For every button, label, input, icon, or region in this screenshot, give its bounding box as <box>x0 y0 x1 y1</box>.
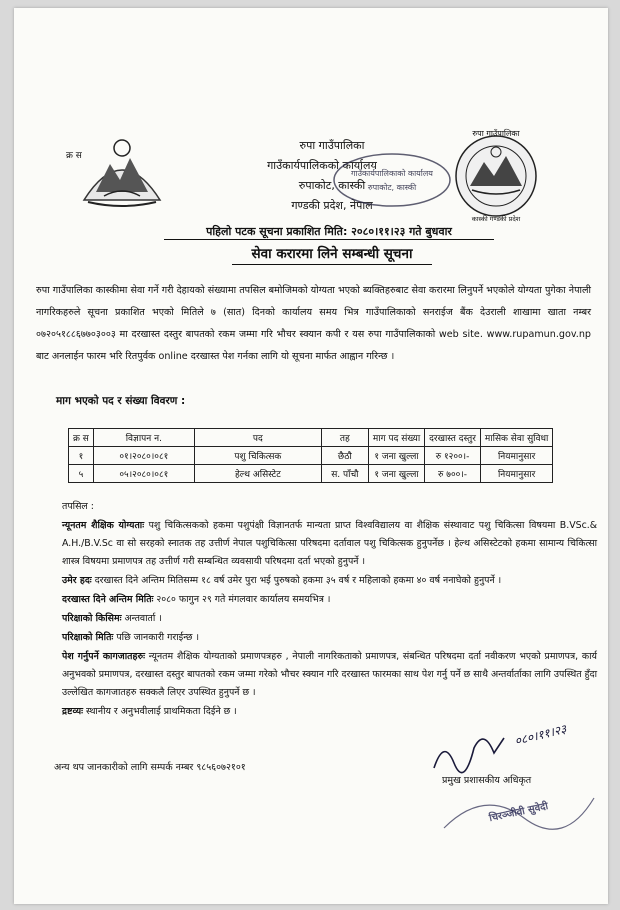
notes-heading: तपसिल : <box>62 501 94 512</box>
municipality-name: रुपा गाउँपालिका <box>299 139 365 152</box>
office-stamp <box>332 150 452 210</box>
remark-label: द्रष्टव्यः <box>62 706 83 717</box>
cell-level: छैठौ <box>321 447 368 465</box>
note-exam-type <box>62 610 597 628</box>
logo-top-text: रुपा गाउँपालिका <box>472 129 520 138</box>
exam-type-text: अन्तवार्ता । <box>124 613 162 624</box>
exam-date-label: परिक्षाको मितिः <box>62 632 114 643</box>
nepal-emblem-icon <box>74 130 170 210</box>
section-title: माग भएको पद र संख्या विवरण : <box>56 395 186 407</box>
posts-table <box>68 428 553 483</box>
remark-text: स्थानीय र अनुभवीलाई प्राथमिकता दिईने छ । <box>85 706 237 717</box>
note-exam-date <box>62 629 597 647</box>
notes-section <box>62 498 597 722</box>
cell-sn: १ <box>69 447 94 465</box>
documents-text: न्यूनतम शैक्षिक योग्यताको प्रमाणपत्रहरु , नेपाली नागरिकताको प्रमाणपत्र, संबन्धित परिषदमा दर्ता नवीकरण भएको प्रमाणपत्र, कार्य अनुभवको प्रमाणपत्र, दरखास्त दस्तुर बापतको रकम जम्मा गरेको भौचर स्क्यान गरि दरखास्त फारमका साथ पेश गर्नु पर्ने छ साथै अन्तर्वार्ताका लागि उपस्थित हुँदा उल्लेखित कागजातहरु सक्कलै लिएर उपस्थित हुनुपर्ने छ । <box>62 651 597 698</box>
office-address: रुपाकोट, कास्की <box>298 179 366 192</box>
notice-document <box>14 8 608 904</box>
contact-line: अन्य थप जानकारीको लागि सम्पर्क नम्बर ९८५६०७२१०१ <box>54 762 246 773</box>
publication-date-line: पहिलो पटक सूचना प्रकाशित मिति: २०८०।११।२३ गते बुधवार <box>164 224 494 240</box>
age-text: दरखास्त दिने अन्तिम मितिसम्म १८ वर्ष उमेर पुरा भई पुरुषको हकमा ३५ वर्ष र महिलाको हकमा ४० वर्ष ननाघेको हुनुपर्ने । <box>94 575 502 586</box>
cell-salary: नियमानुसार <box>480 465 552 483</box>
cell-ad-no: ०५।२०८०।०८१ <box>93 465 194 483</box>
cell-post: हेल्थ असिस्टेट <box>194 465 321 483</box>
cell-ad-no: ०१।२०८०।०८१ <box>93 447 194 465</box>
stamp-line1: गाउँकार्यपालिकाको कार्यालय <box>351 169 433 178</box>
deadline-text: २०८० फागुन २९ गते मंगलवार कार्यालय समयभित्र । <box>156 594 331 605</box>
table-row <box>69 465 553 483</box>
intro-paragraph: रुपा गाउँपालिका कास्कीमा सेवा गर्ने गरी देहायको संख्यामा तपसिल बमोजिमको योग्यता भएको ब्यक्तिहरुबाट सेवा करारमा लिनुपर्ने भएकोले योग्यता पुगेका नेपाली नागरिकहरुले सूचना प्रकाशित भएको मितिले ७ (सात) दिनको कार्यालय समय भित्र गाउँपालिकाको सनराईज बैंक देउराली शाखामा खाता नम्बर ०७२०५१८८६७७०३००३ मा दरखास्त दस्तुर बापतको रकम जम्मा गरि भौचर स्क्यान कपी र यस रुपा गाउँपालिकाको web site. www.rupamun.gov.np बाट अनलाईन फारम भरि रितपुर्वक online दरखास्त पेश गर्नका लागि यो सूचना मार्फत आह्वान गरिन्छ । <box>36 285 591 362</box>
qualification-label: न्यूनतम शैक्षिक योग्यताः <box>62 520 145 531</box>
office-name: गाउँकार्यपालिकको कार्यालय <box>267 159 377 172</box>
col-sn: क्र स <box>69 429 94 447</box>
col-salary: मासिक सेवा सुविधा <box>480 429 552 447</box>
handwritten-signature <box>434 738 504 773</box>
cell-post: पशु चिकित्सक <box>194 447 321 465</box>
note-documents <box>62 648 597 702</box>
col-fee: दरखास्त दस्तुर <box>425 429 481 447</box>
col-post: पद <box>194 429 321 447</box>
notice-subject: सेवा करारमा लिने सम्बन्धी सूचना <box>232 244 432 265</box>
col-ad-no: विज्ञापन न. <box>93 429 194 447</box>
cell-salary: नियमानुसार <box>480 447 552 465</box>
rupa-logo <box>452 126 540 226</box>
qualification-text: पशु चिकित्सकको हकमा पशुपंक्षी विज्ञानतर्फ मान्यता प्राप्त विश्वविद्यालय वा शैक्षिक संस्थावाट पशु चिकित्सा विषयमा B.VSc.& A.H./B.V.Sc वा सो सरहको स्नातक तह उत्तीर्ण नेपाल पशुचिकित्सा परिषदमा दर्तावाल पशु चिकित्सक हुनुपर्नेछ । हेल्थ असिस्टेटको हकमा सामान्य चिकित्सा शास्त्र विषयमा प्रमाणपत्र तह उत्तीर्ण गरी सम्बन्धित व्यवसायी परिषदमा दर्ता भएको हुनुपर्ने । <box>62 520 598 567</box>
province-name: गण्डकी प्रदेश, नेपाल <box>291 199 373 212</box>
signature-date: ०८०।११।२३ <box>513 721 568 749</box>
cell-level: स. पाँचौ <box>321 465 368 483</box>
cell-fee: रु ७००।- <box>425 465 481 483</box>
officer-stamp-name: चिरञ्जीवी सुवेदी <box>488 801 550 825</box>
documents-label: पेश गर्नुपर्ने कागजातहरुः <box>62 651 145 662</box>
table-row <box>69 447 553 465</box>
cell-fee: रु १२००।- <box>425 447 481 465</box>
note-age <box>62 572 597 590</box>
cell-demand: १ जना खुल्ला <box>368 465 424 483</box>
table-header-row <box>69 429 553 447</box>
emblem-label: क्र स <box>66 151 82 161</box>
officer-title: प्रमुख प्रशासकीय अधिकृत <box>442 775 532 786</box>
deadline-label: दरखास्त दिने अन्तिम मितिः <box>62 594 154 605</box>
col-demand: माग पद संख्या <box>368 429 424 447</box>
cell-sn: ५ <box>69 465 94 483</box>
stamp-line2: रुपाकोट, कास्की <box>367 183 417 192</box>
logo-bottom-text: कास्की गण्डकी प्रदेश <box>471 215 521 223</box>
note-deadline <box>62 591 597 609</box>
age-label: उमेर हदः <box>62 575 92 586</box>
exam-type-label: परिक्षाको किसिमः <box>62 613 122 624</box>
note-qualification <box>62 517 597 571</box>
exam-date-text: पछि जानकारी गराईन्छ । <box>116 632 200 643</box>
cell-demand: १ जना खुल्ला <box>368 447 424 465</box>
col-level: तह <box>321 429 368 447</box>
